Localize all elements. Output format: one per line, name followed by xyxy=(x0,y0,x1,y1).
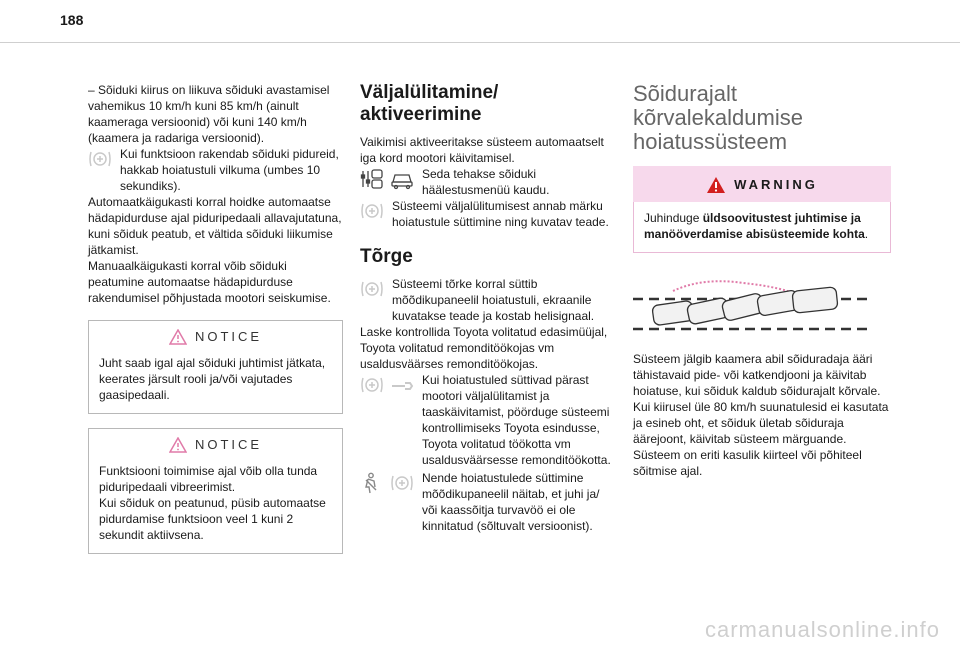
column-3 xyxy=(633,82,891,479)
section-title-fault: Tõrge xyxy=(360,246,413,267)
warning-header xyxy=(633,166,891,202)
default-activation-text: Vaikimisi aktiveeritakse süsteem automaatselt iga kord mootori käivitamisel. xyxy=(360,135,604,165)
lane-departure-illustration xyxy=(633,277,891,333)
dealer-check-text: Laske kontrollida Toyota volitatud edasimüüjal, Toyota volitatud remonditöökojas vm usaldusväärses remonditöökojas. xyxy=(360,325,608,371)
warning-text: Juhinduge üldsoovitustest juhtimise ja manööverdamise abisüsteemide kohta. xyxy=(644,211,869,241)
manual-gearbox-text: Manuaalkäigukasti korral võib sõiduki peatumine automaatse hädapidurduse rakendumisel põhjustada mootori seiskumise. xyxy=(88,259,331,305)
section-title-deactivation: Väljalülitamine/ aktiveerimine xyxy=(360,82,499,125)
settings-menu-text: Seda tehakse sõiduki häälestusmenüü kaudu. xyxy=(422,167,550,197)
warning-triangle-icon xyxy=(706,176,726,194)
top-divider xyxy=(0,42,960,43)
wrench-icon xyxy=(390,374,414,396)
column-2 xyxy=(360,82,615,534)
speed-range-text: – Sõiduki kiirus on liikuva sõiduki avastamisel vahemikus 10 km/h kuni 85 km/h (ainult kaameraga versioonid) või kuni 140 km/h (kaamera ja radariga versioonid). xyxy=(88,83,330,145)
collision-warning-icon xyxy=(360,200,384,222)
settings-menu-row xyxy=(360,166,615,198)
deactivation-warning-row xyxy=(360,198,615,230)
watermark: carmanualsonline.info xyxy=(704,617,940,642)
notice-triangle-icon xyxy=(169,437,187,453)
seatbelt-row xyxy=(360,470,615,534)
fault-text: Süsteemi tõrke korral süttib mõõdikupaneelil hoiatustuli, ekraanile kuvatakse teade ja kostab helisignaal. xyxy=(392,277,595,323)
notice-box-1 xyxy=(88,320,343,414)
seatbelt-icon xyxy=(360,472,384,494)
notice-label: NOTICE xyxy=(194,437,263,452)
collision-warning-icon xyxy=(360,374,384,396)
restart-warning-row xyxy=(360,372,615,468)
lane-speed-text: Kui kiirusel üle 80 km/h suunatulesid ei kasutata ja esineb oht, et sõiduk ületab sõiduraja äärejoont, käivitab süsteem märguande. xyxy=(633,400,889,446)
lane-description-text: Süsteem jälgib kaamera abil sõiduradaja ääri tähistavaid pide- või katkendjooni ja käivitab hoiatuse, kui sõiduk kaldub sõidurajalt kõrvale. xyxy=(633,352,881,398)
notice-text: Juht saab igal ajal sõiduki juhtimist jätkata, keerates järsult rooli ja/või vajutades gaasipedaali. xyxy=(99,356,326,402)
automatic-gearbox-text: Automaatkäigukasti korral hoidke automaatse hädapidurduse ajal piduripedaali allavajutatuna, kuni sõiduk peatub, et vältida sõiduki liikumise jätkamist. xyxy=(88,195,342,257)
lane-usage-text: Süsteem on eriti kasulik kiirteel või põhiteel sõitmise ajal. xyxy=(633,448,862,478)
restart-warning-text: Kui hoiatustuled süttivad pärast mootori väljalülitamist ja taaskäivitamist, pöörduge süsteemi kontrollimiseks Toyota esindusse, Toyota volitatud töökotta vm usaldusväärsesse remonditöökotta. xyxy=(422,373,611,467)
notice-header xyxy=(89,321,342,351)
warning-box xyxy=(633,166,891,253)
collision-warning-icon xyxy=(390,472,414,494)
column-1 xyxy=(88,82,343,554)
notice-text-2: Kui sõiduk on peatunud, püsib automaatse pidurdamise funktsioon veel 1 kuni 2 sekundit aktiivsena. xyxy=(99,496,326,542)
deactivation-warning-text: Süsteemi väljalülitumisest annab märku hoiatustule süttimine ning kuvatav teade. xyxy=(392,199,609,229)
collision-warning-icon xyxy=(88,148,112,170)
notice-text-1: Funktsiooni toimimise ajal võib olla tunda piduripedaali vibreerimist. xyxy=(99,464,318,494)
notice-box-2 xyxy=(88,428,343,554)
notice-triangle-icon xyxy=(169,329,187,345)
brake-warning-row xyxy=(88,146,343,194)
page-number: 188 xyxy=(60,12,84,28)
car-icon xyxy=(390,168,414,190)
section-title-lane-departure: Sõidurajalt kõrvalekaldumise hoiatussüsteem xyxy=(633,81,803,154)
warning-label: WARNING xyxy=(734,177,818,192)
brake-warning-text: Kui funktsioon rakendab sõiduki pidureid, hakkab hoiatustuli vilkuma (umbes 10 sekundiks). xyxy=(120,147,339,193)
notice-header xyxy=(89,429,342,459)
settings-menu-icon xyxy=(360,168,384,190)
seatbelt-text: Nende hoiatustulede süttimine mõõdikupaneelil näitab, et juhi ja/ või kaassõitja turvavöö ei ole kinnitatud (sõltuvalt versioonist). xyxy=(422,471,600,533)
fault-row xyxy=(360,276,615,324)
collision-warning-icon xyxy=(360,278,384,300)
notice-label: NOTICE xyxy=(194,329,263,344)
